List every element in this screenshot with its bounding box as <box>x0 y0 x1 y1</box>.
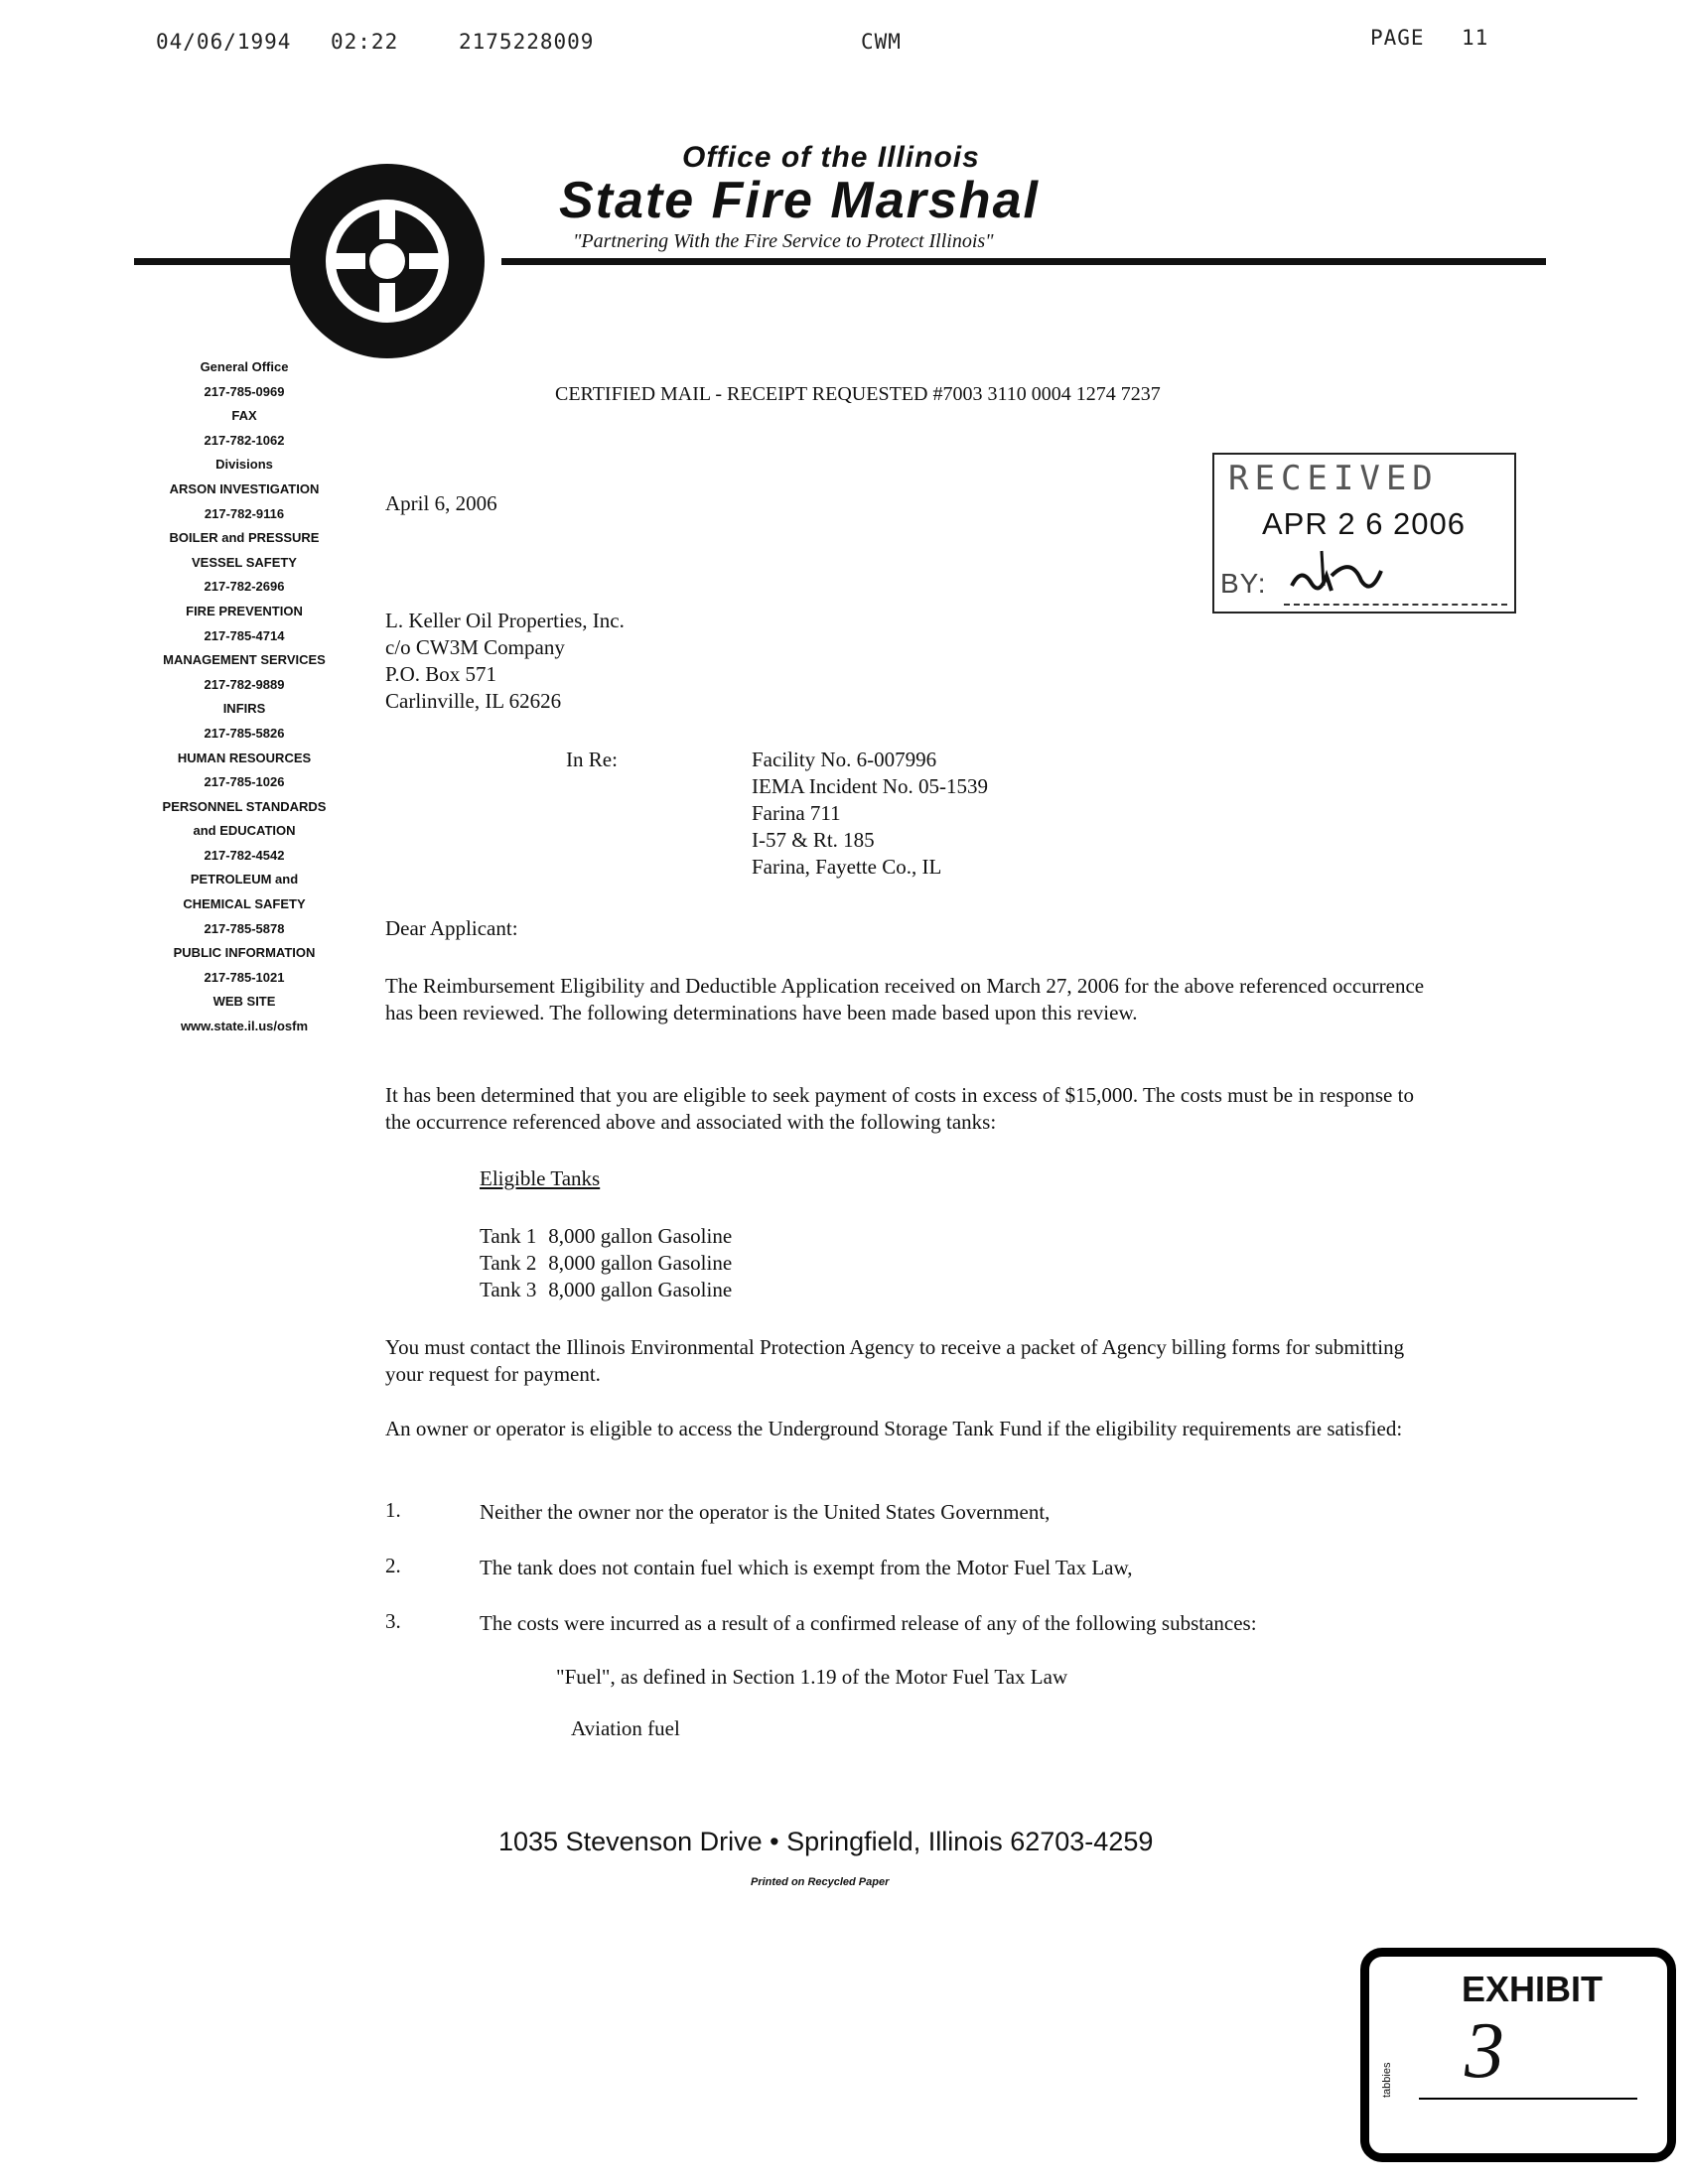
sidebar-line: ARSON INVESTIGATION <box>169 480 320 496</box>
in-re-line: I-57 & Rt. 185 <box>752 828 875 852</box>
sidebar-line: 217-785-4714 <box>204 627 285 643</box>
sidebar-line: MANAGEMENT SERVICES <box>163 652 326 668</box>
sidebar-line: FAX <box>231 408 257 424</box>
sidebar-line: 217-785-1026 <box>204 774 285 790</box>
sidebar-line: VESSEL SAFETY <box>192 554 297 570</box>
requirement-number: 2. <box>385 1554 401 1577</box>
stamp-by-label: BY: <box>1220 568 1267 599</box>
eligible-tanks-heading: Eligible Tanks <box>480 1166 601 1190</box>
requirement-number: 3. <box>385 1609 401 1633</box>
recipient-line: Carlinville, IL 62626 <box>385 689 562 713</box>
paragraph-requirements-intro: An owner or operator is eligible to access the Underground Storage Tank Fund if the eligibility requirements are satisfied: <box>385 1417 1403 1440</box>
requirement-number: 1. <box>385 1498 401 1522</box>
stamp-header: RECEIVED <box>1228 459 1439 498</box>
in-re-line: IEMA Incident No. 05-1539 <box>752 774 988 798</box>
stamp-initials-signature <box>1282 546 1401 606</box>
in-re-line: Facility No. 6-007996 <box>752 748 937 771</box>
fax-page-number: 11 <box>1462 26 1489 50</box>
substance-fuel: "Fuel", as defined in Section 1.19 of the Motor Fuel Tax Law <box>556 1665 1068 1689</box>
sidebar-line: 217-785-1021 <box>204 969 285 985</box>
sidebar-contacts <box>125 355 363 1039</box>
tank-row: Tank 2 8,000 gallon Gasoline <box>480 1251 733 1275</box>
tank-list <box>480 1223 732 1303</box>
exhibit-sticker <box>1360 1948 1676 2162</box>
sidebar-line: 217-785-0969 <box>204 383 285 399</box>
fax-date: 04/06/1994 <box>156 30 292 54</box>
letterhead-office-of: Office of the Illinois <box>682 141 980 174</box>
requirement-text: The tank does not contain fuel which is exempt from the Motor Fuel Tax Law, <box>480 1556 1133 1579</box>
sidebar-line: PETROLEUM and <box>190 872 299 887</box>
sidebar-line: 217-785-5878 <box>204 920 285 936</box>
header-rule-right <box>501 258 1546 265</box>
exhibit-label: EXHIBIT <box>1462 1969 1604 2009</box>
sidebar-line: 217-782-1062 <box>204 432 285 448</box>
sidebar-line: 217-782-9116 <box>204 505 285 521</box>
sidebar-line: General Office <box>200 359 289 374</box>
in-re-line: Farina 711 <box>752 801 841 825</box>
fax-number: 2175228009 <box>459 30 595 54</box>
recipient-line: L. Keller Oil Properties, Inc. <box>385 609 625 632</box>
fax-time: 02:22 <box>331 30 399 54</box>
in-re-label: In Re: <box>566 748 618 771</box>
recipient-line: P.O. Box 571 <box>385 662 497 686</box>
requirement-text: Neither the owner nor the operator is the United States Government, <box>480 1500 1051 1524</box>
tank-row: Tank 3 8,000 gallon Gasoline <box>480 1278 733 1301</box>
exhibit-brand: tabbies <box>1381 2062 1393 2098</box>
substance-aviation-fuel: Aviation fuel <box>571 1716 680 1740</box>
sidebar-line: 217-782-2696 <box>204 579 285 595</box>
requirement-text: The costs were incurred as a result of a confirmed release of any of the following substances: <box>480 1611 1257 1635</box>
tank-row: Tank 1 8,000 gallon Gasoline <box>480 1224 733 1248</box>
exhibit-number-underline <box>1419 2098 1637 2100</box>
sidebar-line: 217-782-4542 <box>204 847 285 863</box>
footer-recycled: Printed on Recycled Paper <box>751 1876 890 1888</box>
paragraph-contact-iepa: You must contact the Illinois Environmental Protection Agency to receive a packet of Agency billing forms for submitting your request for payment. <box>385 1335 1405 1386</box>
sidebar-line: PERSONNEL STANDARDS <box>162 798 327 814</box>
letterhead-tagline: "Partnering With the Fire Service to Protect Illinois" <box>573 230 994 252</box>
footer-address: 1035 Stevenson Drive • Springfield, Illinois 62703-4259 <box>498 1827 1154 1856</box>
stamp-underline <box>1284 604 1507 606</box>
sidebar-line: and EDUCATION <box>193 823 296 839</box>
stamp-date: APR 2 6 2006 <box>1262 506 1467 541</box>
sidebar-line: PUBLIC INFORMATION <box>173 945 316 961</box>
state-fire-marshal-seal <box>288 162 487 365</box>
header-rule-left <box>134 258 293 265</box>
sidebar-line: 217-785-5826 <box>204 725 285 741</box>
sidebar-line: Divisions <box>215 457 273 473</box>
in-re-details <box>752 747 988 881</box>
fax-page-label: PAGE <box>1370 26 1425 50</box>
sidebar-line: FIRE PREVENTION <box>186 603 303 618</box>
paragraph-eligibility: It has been determined that you are eligible to seek payment of costs in excess of $15,000. The costs must be in response to the occurrence referenced above and associated with the following tanks: <box>385 1083 1414 1134</box>
sidebar-line: 217-782-9889 <box>204 676 285 692</box>
sidebar-line: www.state.il.us/osfm <box>180 1019 309 1034</box>
exhibit-number: 3 <box>1465 2007 1504 2095</box>
sidebar-line: HUMAN RESOURCES <box>177 750 312 765</box>
recipient-line: c/o CW3M Company <box>385 635 565 659</box>
sidebar-line: WEB SITE <box>212 994 276 1010</box>
fax-sender: CWM <box>861 30 902 54</box>
sidebar-line: CHEMICAL SAFETY <box>183 896 306 912</box>
paragraph-review: The Reimbursement Eligibility and Deductible Application received on March 27, 2006 for the above referenced occurrence has been reviewed. The following determinations have been made based upon this review. <box>385 974 1425 1024</box>
certified-mail-line: CERTIFIED MAIL - RECEIPT REQUESTED #7003 3110 0004 1274 7237 <box>555 383 1161 405</box>
in-re-line: Farina, Fayette Co., IL <box>752 855 942 879</box>
letterhead-title: State Fire Marshal <box>559 172 1040 229</box>
sidebar-line: BOILER and PRESSURE <box>169 530 320 546</box>
sidebar-line: INFIRS <box>222 701 266 717</box>
recipient-address <box>385 608 625 715</box>
letter-date: April 6, 2006 <box>385 491 497 515</box>
received-stamp <box>1212 453 1516 614</box>
salutation: Dear Applicant: <box>385 916 518 940</box>
